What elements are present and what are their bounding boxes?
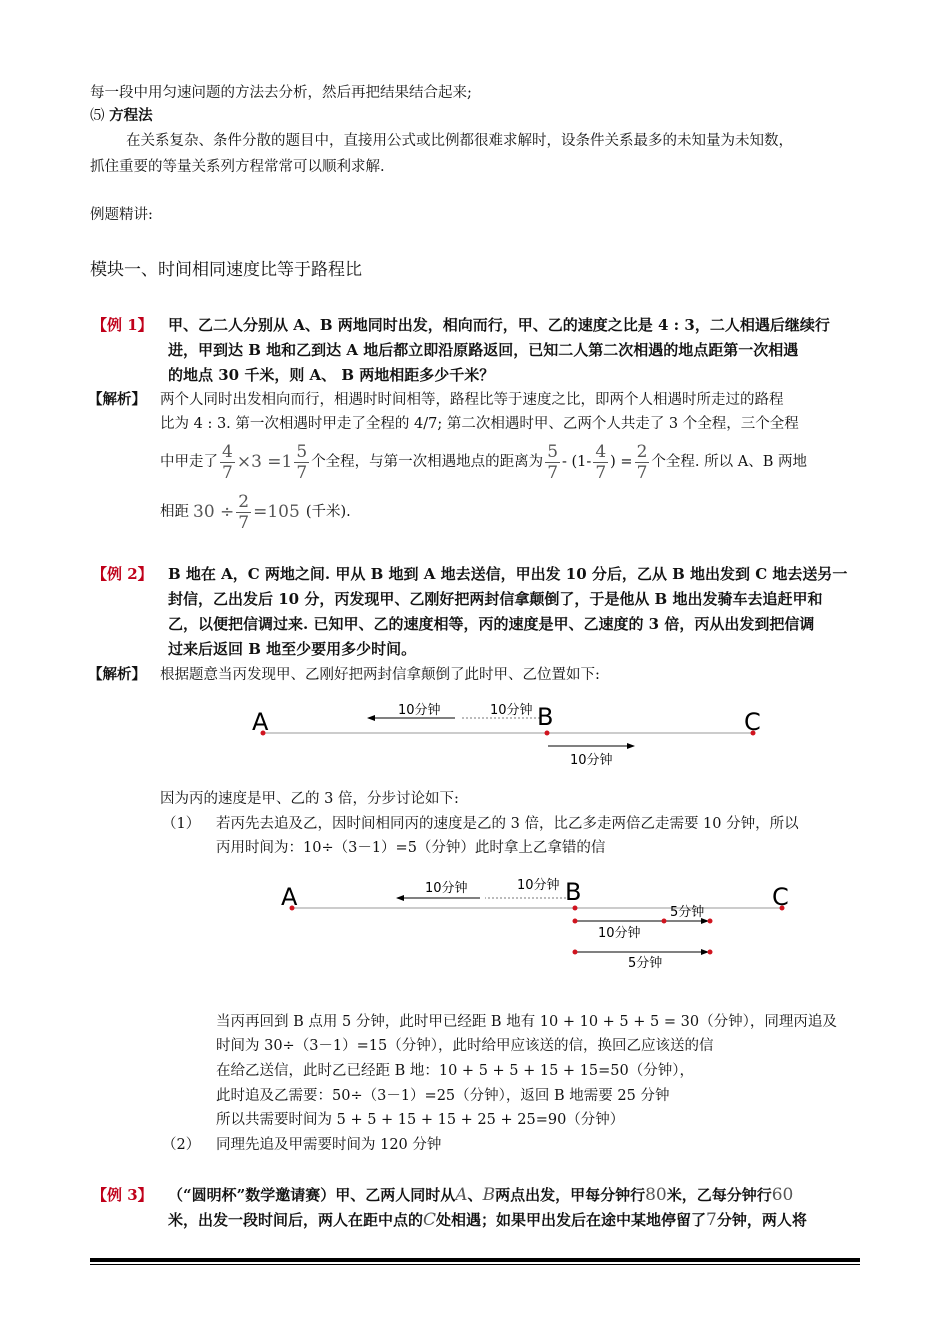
example-1-formula-line xyxy=(160,438,807,486)
answer-text: 相距 xyxy=(160,504,189,520)
label-5min: 5分钟 xyxy=(628,956,663,971)
answer-text: (千米). xyxy=(305,504,351,520)
example-1-question-line: 甲、乙二人分别从 A、B 两地同时出发，相向而行，甲、乙的速度之比是 4 : 3，二人相遇后继续行 xyxy=(168,316,830,334)
footer-rule-thick xyxy=(90,1258,860,1262)
example-1-question-line: 的地点 30 千米，则 A、 B 两地相距多少千米？ xyxy=(168,366,495,384)
example-1-tag: 【例 1】 xyxy=(92,316,153,334)
fraction-2-7: $\frac{2}{7}$ xyxy=(238,491,250,533)
module-title: 模块一、时间相同速度比等于路程比 xyxy=(90,260,362,280)
fraction-4-7: $\frac{4}{7}$ xyxy=(595,441,607,483)
start-dot xyxy=(573,950,578,955)
example-3-tag: 【例 3】 xyxy=(92,1186,153,1204)
example-2-tag: 【例 2】 xyxy=(92,565,153,583)
answer-math: =105 xyxy=(253,502,300,522)
case-1-line: 丙用时间为：10÷（3－1）=5（分钟）此时拿上乙拿错的信 xyxy=(216,840,606,856)
question-text: 两点出发，甲每分钟行 xyxy=(495,1186,646,1204)
example-2-solution-line: 根据题意当丙发现甲、乙刚好把两封信拿颠倒了此时甲、乙位置如下: xyxy=(160,667,600,683)
point-b-dot xyxy=(573,906,578,911)
label-b: B xyxy=(537,703,554,731)
label-5min: 5分钟 xyxy=(670,905,705,920)
example-2-question-line: 封信，乙出发后 10 分，丙发现甲、乙刚好把两封信拿颠倒了，于是他从 B 地出发骑车去追赶甲和 xyxy=(168,590,823,608)
question-text: 米，乙每分钟行 xyxy=(666,1186,772,1204)
footer-rule-thin xyxy=(90,1264,860,1265)
label-b: B xyxy=(565,878,582,906)
fraction-4-7: $\frac{4}{7}$ xyxy=(222,441,233,483)
end-dot xyxy=(708,950,713,955)
question-text: 分钟，两人将 xyxy=(716,1211,807,1229)
formula-math: ) = xyxy=(610,454,633,470)
speed-value: 80 xyxy=(645,1185,667,1205)
method-title: 方程法 xyxy=(109,107,153,124)
case-1-detail-line: 在给乙送信，此时乙已经距 B 地：10 + 5 + 5 + 15 + 15=50（分钟）， xyxy=(216,1063,694,1079)
point-a-symbol: A xyxy=(455,1185,468,1205)
fraction-2-7: $\frac{2}{7}$ xyxy=(636,441,648,483)
point-b-dot xyxy=(545,731,550,736)
example-2-question-line: 乙，以便把信调过来. 已知甲、乙的速度相等，丙的速度是甲、乙速度的 3 倍，丙从出发到把信调 xyxy=(168,615,815,633)
example-2-question-line: 过来后返回 B 地至少要用多少时间。 xyxy=(168,640,417,658)
formula-text: 个全程，与第一次相遇地点的距离为 xyxy=(311,454,544,470)
method-heading xyxy=(90,105,153,127)
label-c: C xyxy=(744,708,761,736)
example-3-question-line xyxy=(168,1183,793,1208)
mid-dot xyxy=(662,919,667,924)
position-diagram-2 xyxy=(270,868,800,974)
case-1-line: 若丙先去追及乙，因时间相同丙的速度是乙的 3 倍，比乙多走两倍乙走需要 10 分钟，所以 xyxy=(216,816,799,832)
question-text: （“圆明杯”数学邀请赛）甲、乙两人同时从 xyxy=(168,1186,456,1204)
case-1-detail-line: 所以共需要时间为 5 + 5 + 15 + 15 + 25 + 25=90（分钟） xyxy=(216,1112,625,1128)
example-1-answer-line xyxy=(160,488,351,536)
question-text: 处相遇；如果甲出发后在途中某地停留了 xyxy=(436,1211,707,1229)
case-1-detail-line: 当丙再回到 B 点用 5 分钟，此时甲已经距 B 地有 10 + 10 + 5 + 5 = 30（分钟），同理丙追及 xyxy=(216,1014,837,1030)
label-10min: 10分钟 xyxy=(490,703,533,718)
case-1-detail-line: 时间为 30÷（3－1）=15（分钟），此时给甲应该送的信，换回乙应该送的信 xyxy=(216,1038,714,1054)
speed-value: 60 xyxy=(771,1185,794,1205)
case-2-number: （2） xyxy=(162,1137,201,1153)
example-1-question-line: 进，甲到达 B 地和乙到达 A 地后都立即沿原路返回，已知二人第二次相遇的地点距第一次相遇 xyxy=(168,341,799,359)
label-a: A xyxy=(252,708,269,736)
fraction-5-7: $\frac{5}{7}$ xyxy=(547,441,559,483)
example-3-question-line xyxy=(168,1208,807,1233)
example-2-question-line: B 地在 A，C 两地之间. 甲从 B 地到 A 地去送信，甲出发 10 分后，乙从 B 地出发到 C 地去送另一 xyxy=(168,565,848,583)
point-b-symbol: B xyxy=(482,1185,496,1205)
case-2-line: 同理先追及甲需要时间为 120 分钟 xyxy=(216,1137,442,1153)
case-1-detail-line: 此时追及乙需要：50÷（3－1）=25（分钟），返回 B 地需要 25 分钟 xyxy=(216,1088,670,1104)
point-c-symbol: C xyxy=(423,1210,437,1230)
example-1-solution-line: 比为 4 : 3. 第一次相遇时甲走了全程的 4/7; 第二次相遇时甲、乙两个人共走了 3 个全程，三个全程 xyxy=(160,416,799,432)
formula-text: 中甲走了 xyxy=(160,454,218,470)
intro-line: 每一段中用匀速问题的方法去分析，然后再把结果结合起来; xyxy=(90,85,472,101)
formula-math: ×3 =1 xyxy=(236,452,293,472)
question-text: 米，出发一段时间后，两人在距中点的 xyxy=(168,1211,424,1229)
example-2-solution-line: 因为丙的速度是甲、乙的 3 倍，分步讨论如下: xyxy=(160,791,459,807)
label-10min: 10分钟 xyxy=(570,753,613,768)
start-dot xyxy=(573,919,578,924)
label-10min: 10分钟 xyxy=(425,881,468,896)
label-10min: 10分钟 xyxy=(398,703,441,718)
section-label: 例题精讲: xyxy=(90,207,153,223)
label-c: C xyxy=(772,883,789,911)
example-2-solution-tag: 【解析】 xyxy=(88,666,146,683)
position-diagram-1 xyxy=(240,692,780,774)
end-dot xyxy=(708,919,713,924)
example-1-solution-line: 两个人同时出发相向而行，相遇时时间相等，路程比等于速度之比，即两个人相遇时所走过的路程 xyxy=(160,392,784,408)
case-1-number: （1） xyxy=(162,816,201,832)
label-10min: 10分钟 xyxy=(598,926,641,941)
label-10min: 10分钟 xyxy=(517,878,560,893)
method-paragraph-2: 抓住重要的等量关系列方程常常可以顺利求解. xyxy=(90,159,385,175)
example-1-solution-tag: 【解析】 xyxy=(88,391,146,408)
label-a: A xyxy=(281,883,298,911)
answer-math: 30 ÷ xyxy=(193,502,235,522)
minutes-value: 7 xyxy=(706,1210,717,1230)
formula-math: - (1- xyxy=(562,454,592,470)
item-number: ⑸ xyxy=(90,108,105,124)
fraction-5-7: $\frac{5}{7}$ xyxy=(296,441,308,483)
question-text: 、 xyxy=(467,1186,483,1204)
method-paragraph-1: 在关系复杂、条件分散的题目中，直接用公式或比例都很难求解时，设条件关系最多的未知量为未知数， xyxy=(126,133,793,149)
formula-text: 个全程. 所以 A、B 两地 xyxy=(651,454,807,470)
